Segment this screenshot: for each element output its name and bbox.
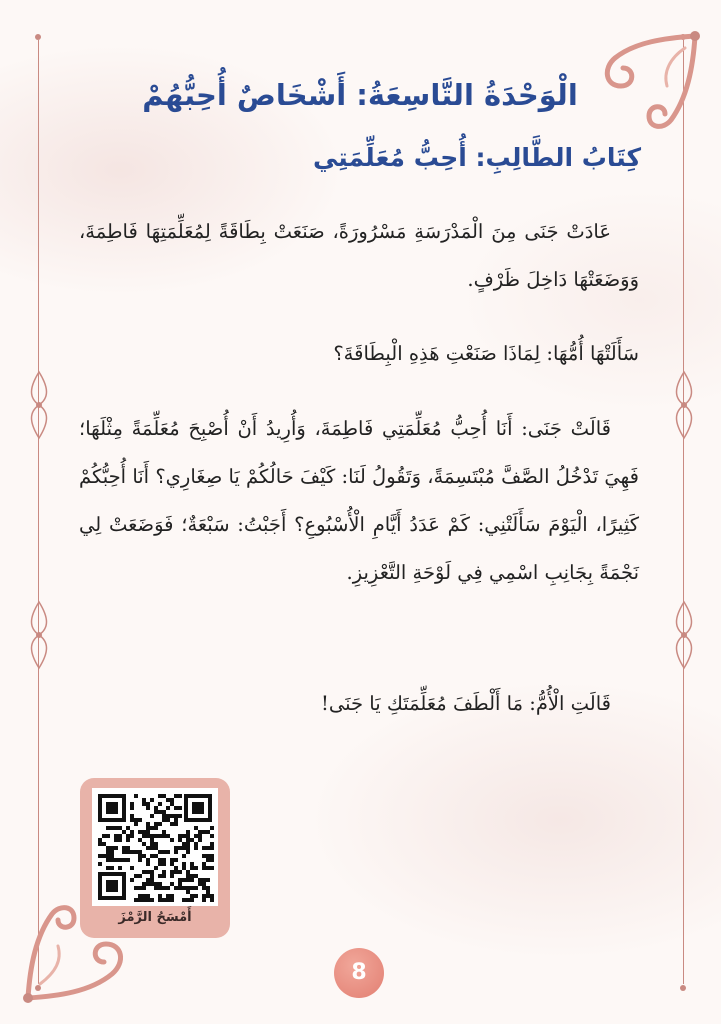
page-number-badge: 8 [334, 948, 384, 998]
story-paragraph: سَأَلَتْهَا أُمُّهَا: لِمَاذَا صَنَعْتِ هَذِهِ الْبِطَاقَةَ؟ [333, 342, 639, 365]
unit-title: الْوَحْدَةُ التَّاسِعَةُ: أَشْخَاصٌ أُحِبُّهُمْ [142, 78, 578, 112]
qr-card[interactable] [80, 778, 230, 938]
story-paragraph: قَالَتِ الْأُمُّ: مَا أَلْطَفَ مُعَلِّمَتَكِ يَا جَنَى! [321, 692, 611, 715]
left-side-ornament-icon [27, 600, 51, 670]
left-side-ornament-icon [27, 370, 51, 440]
border-dot [35, 34, 41, 40]
qr-code-icon[interactable] [92, 788, 218, 906]
scan-code-label: أَمْسَحُ الرَّمْزَ [118, 910, 192, 925]
right-side-ornament-icon [672, 600, 696, 670]
story-paragraph: عَادَتْ جَنَى مِنَ الْمَدْرَسَةِ مَسْرُورَةً، صَنَعَتْ بِطَاقَةً لِمُعَلِّمَتِهَا فَاطِمَةَ، وَوَضَعَتْهَا دَاخِلَ ظَرْفٍ. [79, 220, 639, 291]
right-border-line [683, 40, 684, 984]
right-side-ornament-icon [672, 370, 696, 440]
border-dot [680, 985, 686, 991]
left-border-line [38, 40, 39, 984]
story-paragraph: قَالَتْ جَنَى: أَنَا أُحِبُّ مُعَلِّمَتِي فَاطِمَةَ، وَأُرِيدُ أَنْ أُصْبِحَ مُعَلِّمَةً مِثْلَهَا؛ فَهِيَ تَدْخُلُ الصَّفَّ مُبْتَسِمَةً، وَتَقُولُ لَنَا: كَيْفَ حَالُكُمْ يَا صِغَارِي؟ أَنَا أُحِبُّكُمْ كَثِيرًا، الْيَوْمَ سَأَلَتْنِي: كَمْ عَدَدُ أَيَّامِ الْأُسْبُوعِ؟ أَجَبْتُ: سَبْعَةٌ؛ فَوَضَعَتْ لِي نَجْمَةً بِجَانِبِ اسْمِي فِي لَوْحَةِ التَّعْزِيزِ. [79, 417, 639, 584]
section-title: كِتَابُ الطَّالِبِ: أُحِبُّ مُعَلِّمَتِي [312, 143, 641, 172]
